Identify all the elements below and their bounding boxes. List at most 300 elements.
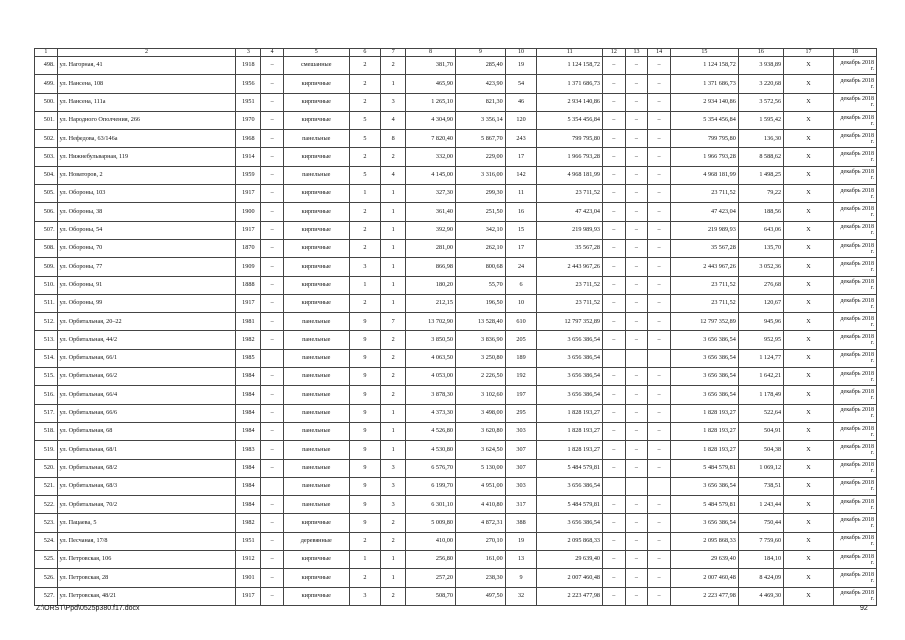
cell-address: ул. Орбитальная, 44/2 xyxy=(57,331,236,349)
cell-address: ул. Обороны, 91 xyxy=(57,276,236,294)
cell-address: ул. Нефедова, 63/146а xyxy=(57,130,236,148)
cell-floors: 2 xyxy=(349,569,381,587)
cell-year-reconstructed: – xyxy=(261,551,284,569)
cell-year-built: 1984 xyxy=(236,422,261,440)
cell-deadline: декабрь 2018 г. xyxy=(833,349,876,367)
cell-year-built: 1968 xyxy=(236,130,261,148)
cell-row-number: 525. xyxy=(35,551,58,569)
cell-residents: 13 xyxy=(505,551,537,569)
cell-cost-budget: – xyxy=(625,276,648,294)
cell-entrances: 3 xyxy=(381,93,406,111)
cell-wall-material: панельные xyxy=(283,331,349,349)
cell-row-number: 518. xyxy=(35,422,58,440)
cell-wall-material: кирпичные xyxy=(283,185,349,203)
cell-wall-material: кирпичные xyxy=(283,294,349,312)
cell-cost-owners: – xyxy=(648,551,671,569)
cell-cost-fund: – xyxy=(603,148,626,166)
cell-entrances: 1 xyxy=(381,203,406,221)
cell-total-cost: 1 371 686,73 xyxy=(537,75,603,93)
cell-cost-fund: – xyxy=(603,569,626,587)
cell-floors: 9 xyxy=(349,331,381,349)
cell-floors: 1 xyxy=(349,276,381,294)
cell-year-reconstructed: – xyxy=(261,75,284,93)
cell-address: ул. Нижнебульварная, 119 xyxy=(57,148,236,166)
cell-cost-per-sqm: 136,30 xyxy=(738,130,783,148)
cell-living-area: 238,30 xyxy=(455,569,505,587)
cell-total-area: 5 009,80 xyxy=(406,514,456,532)
cell-residents: 19 xyxy=(505,57,537,75)
cell-deadline: декабрь 2018 г. xyxy=(833,496,876,514)
cell-row-number: 505. xyxy=(35,185,58,203)
cell-address: ул. Нансена, 108 xyxy=(57,75,236,93)
cell-method: X xyxy=(784,185,834,203)
cell-cost-owners: – xyxy=(648,514,671,532)
table-row xyxy=(35,111,877,129)
cell-address: ул. Народного Ополчения, 266 xyxy=(57,111,236,129)
table-row xyxy=(35,203,877,221)
cell-address: ул. Пацаева, 5 xyxy=(57,514,236,532)
cell-living-area: 4 410,80 xyxy=(455,496,505,514)
cell-year-built: 1981 xyxy=(236,313,261,331)
cell-cost-fund: – xyxy=(603,532,626,550)
table-row xyxy=(35,569,877,587)
cell-entrances: 2 xyxy=(381,331,406,349)
cell-method: X xyxy=(784,57,834,75)
cell-total-cost: 5 354 456,84 xyxy=(537,111,603,129)
column-number-2: 2 xyxy=(57,49,236,57)
cell-living-area: 3 356,14 xyxy=(455,111,505,129)
cell-year-reconstructed: – xyxy=(261,331,284,349)
cell-living-area: 196,50 xyxy=(455,294,505,312)
cell-year-built: 1984 xyxy=(236,368,261,386)
cell-year-built: 1901 xyxy=(236,569,261,587)
cell-deadline: декабрь 2018 г. xyxy=(833,130,876,148)
column-number-9: 9 xyxy=(455,49,505,57)
housing-registry-table xyxy=(34,48,877,606)
cell-cost-budget: – xyxy=(625,459,648,477)
cell-cost-budget: – xyxy=(625,587,648,605)
cell-cost-budget: – xyxy=(625,368,648,386)
table-row xyxy=(35,459,877,477)
cell-year-reconstructed: – xyxy=(261,569,284,587)
cell-cost-other: 3 656 386,54 xyxy=(670,331,738,349)
cell-year-reconstructed: – xyxy=(261,404,284,422)
cell-cost-budget: – xyxy=(625,166,648,184)
cell-cost-owners: – xyxy=(648,148,671,166)
cell-cost-budget: – xyxy=(625,75,648,93)
cell-row-number: 522. xyxy=(35,496,58,514)
cell-year-built: 1900 xyxy=(236,203,261,221)
cell-cost-budget: – xyxy=(625,185,648,203)
cell-living-area: 262,10 xyxy=(455,239,505,257)
cell-total-area: 256,80 xyxy=(406,551,456,569)
cell-entrances: 3 xyxy=(381,477,406,495)
table-row xyxy=(35,148,877,166)
cell-cost-fund: – xyxy=(603,386,626,404)
cell-cost-per-sqm: 738,51 xyxy=(738,477,783,495)
cell-cost-other: 3 656 386,54 xyxy=(670,386,738,404)
cell-method: X xyxy=(784,569,834,587)
cell-wall-material: панельные xyxy=(283,496,349,514)
cell-total-area: 4 530,80 xyxy=(406,441,456,459)
cell-total-cost: 3 656 386,54 xyxy=(537,514,603,532)
cell-wall-material: кирпичные xyxy=(283,551,349,569)
cell-living-area: 4 872,31 xyxy=(455,514,505,532)
cell-cost-fund: – xyxy=(603,57,626,75)
column-number-3: 3 xyxy=(236,49,261,57)
cell-year-built: 1985 xyxy=(236,349,261,367)
cell-floors: 3 xyxy=(349,258,381,276)
cell-year-built: 1870 xyxy=(236,239,261,257)
cell-year-built: 1888 xyxy=(236,276,261,294)
cell-deadline: декабрь 2018 г. xyxy=(833,569,876,587)
cell-cost-fund: – xyxy=(603,111,626,129)
cell-floors: 2 xyxy=(349,148,381,166)
cell-address: ул. Обороны, 54 xyxy=(57,221,236,239)
cell-method: X xyxy=(784,258,834,276)
cell-cost-per-sqm: 1 069,12 xyxy=(738,459,783,477)
cell-cost-owners: – xyxy=(648,404,671,422)
cell-row-number: 500. xyxy=(35,93,58,111)
cell-total-area: 1 265,10 xyxy=(406,93,456,111)
cell-cost-other: 35 567,28 xyxy=(670,239,738,257)
cell-floors: 2 xyxy=(349,93,381,111)
table-row xyxy=(35,313,877,331)
cell-floors: 9 xyxy=(349,313,381,331)
cell-cost-owners: – xyxy=(648,239,671,257)
cell-cost-fund: – xyxy=(603,551,626,569)
table-row xyxy=(35,239,877,257)
cell-year-reconstructed: – xyxy=(261,166,284,184)
cell-cost-owners: – xyxy=(648,569,671,587)
cell-cost-fund: – xyxy=(603,166,626,184)
cell-total-cost: 1 828 193,27 xyxy=(537,404,603,422)
cell-address: ул. Орбитальная, 68/1 xyxy=(57,441,236,459)
cell-address: ул. Обороны, 38 xyxy=(57,203,236,221)
cell-floors: 9 xyxy=(349,477,381,495)
cell-total-area: 13 702,90 xyxy=(406,313,456,331)
cell-year-reconstructed: – xyxy=(261,239,284,257)
cell-row-number: 520. xyxy=(35,459,58,477)
cell-deadline: декабрь 2018 г. xyxy=(833,368,876,386)
cell-year-reconstructed xyxy=(261,477,284,495)
cell-cost-owners: – xyxy=(648,386,671,404)
cell-cost-owners: – xyxy=(648,75,671,93)
cell-year-built: 1984 xyxy=(236,459,261,477)
cell-method: X xyxy=(784,349,834,367)
column-number-18: 18 xyxy=(833,49,876,57)
cell-residents: 243 xyxy=(505,130,537,148)
cell-cost-per-sqm: 1 124,77 xyxy=(738,349,783,367)
cell-cost-per-sqm: 184,10 xyxy=(738,551,783,569)
cell-address: ул. Орбитальная, 66/1 xyxy=(57,349,236,367)
cell-entrances: 2 xyxy=(381,386,406,404)
cell-total-cost: 2 223 477,98 xyxy=(537,587,603,605)
cell-residents: 295 xyxy=(505,404,537,422)
cell-year-built: 1912 xyxy=(236,551,261,569)
cell-residents: 17 xyxy=(505,239,537,257)
cell-floors: 1 xyxy=(349,551,381,569)
cell-year-reconstructed: – xyxy=(261,111,284,129)
cell-year-built: 1984 xyxy=(236,496,261,514)
cell-floors: 2 xyxy=(349,294,381,312)
cell-year-built: 1914 xyxy=(236,148,261,166)
column-number-17: 17 xyxy=(784,49,834,57)
cell-total-cost: 2 095 868,33 xyxy=(537,532,603,550)
cell-cost-per-sqm: 504,38 xyxy=(738,441,783,459)
cell-total-cost: 2 934 140,86 xyxy=(537,93,603,111)
cell-total-area: 361,40 xyxy=(406,203,456,221)
cell-entrances: 2 xyxy=(381,514,406,532)
column-number-7: 7 xyxy=(381,49,406,57)
cell-method: X xyxy=(784,276,834,294)
cell-method: X xyxy=(784,221,834,239)
column-number-13: 13 xyxy=(625,49,648,57)
cell-cost-budget: – xyxy=(625,386,648,404)
cell-entrances: 1 xyxy=(381,551,406,569)
cell-row-number: 512. xyxy=(35,313,58,331)
cell-total-area: 6 199,70 xyxy=(406,477,456,495)
cell-residents: 120 xyxy=(505,111,537,129)
cell-living-area: 251,50 xyxy=(455,203,505,221)
cell-living-area: 13 528,40 xyxy=(455,313,505,331)
cell-cost-fund: – xyxy=(603,441,626,459)
cell-cost-budget: – xyxy=(625,258,648,276)
cell-residents: 303 xyxy=(505,477,537,495)
cell-method: X xyxy=(784,532,834,550)
cell-row-number: 501. xyxy=(35,111,58,129)
cell-row-number: 517. xyxy=(35,404,58,422)
cell-total-cost: 3 656 386,54 xyxy=(537,331,603,349)
cell-wall-material: кирпичные xyxy=(283,569,349,587)
cell-total-area: 180,20 xyxy=(406,276,456,294)
cell-deadline: декабрь 2018 г. xyxy=(833,514,876,532)
cell-total-area: 410,00 xyxy=(406,532,456,550)
cell-cost-fund: – xyxy=(603,276,626,294)
cell-cost-other: 3 656 386,54 xyxy=(670,477,738,495)
cell-entrances: 2 xyxy=(381,587,406,605)
cell-cost-owners: – xyxy=(648,532,671,550)
cell-total-area: 257,20 xyxy=(406,569,456,587)
cell-method: X xyxy=(784,294,834,312)
cell-total-area: 6 576,70 xyxy=(406,459,456,477)
cell-floors: 2 xyxy=(349,203,381,221)
cell-floors: 2 xyxy=(349,239,381,257)
cell-row-number: 523. xyxy=(35,514,58,532)
cell-address: ул. Орбитальная, 66/6 xyxy=(57,404,236,422)
cell-residents: 189 xyxy=(505,349,537,367)
cell-wall-material: панельные xyxy=(283,477,349,495)
cell-cost-fund: – xyxy=(603,404,626,422)
cell-residents: 307 xyxy=(505,459,537,477)
cell-total-area: 3 878,30 xyxy=(406,386,456,404)
cell-total-cost: 29 639,40 xyxy=(537,551,603,569)
cell-row-number: 499. xyxy=(35,75,58,93)
cell-residents: 24 xyxy=(505,258,537,276)
cell-cost-owners: – xyxy=(648,221,671,239)
cell-entrances: 1 xyxy=(381,422,406,440)
cell-cost-budget: – xyxy=(625,294,648,312)
cell-living-area: 821,30 xyxy=(455,93,505,111)
cell-wall-material: кирпичные xyxy=(283,93,349,111)
column-number-10: 10 xyxy=(505,49,537,57)
table-row xyxy=(35,532,877,550)
cell-wall-material: кирпичные xyxy=(283,203,349,221)
cell-total-cost: 23 711,52 xyxy=(537,276,603,294)
table-row xyxy=(35,587,877,605)
cell-cost-per-sqm: 945,96 xyxy=(738,313,783,331)
cell-entrances: 1 xyxy=(381,75,406,93)
cell-cost-budget xyxy=(625,477,648,495)
cell-residents: 17 xyxy=(505,148,537,166)
cell-method: X xyxy=(784,587,834,605)
cell-deadline: декабрь 2018 г. xyxy=(833,75,876,93)
registry-table-container xyxy=(34,48,877,606)
cell-cost-other: 2 443 967,26 xyxy=(670,258,738,276)
cell-floors: 3 xyxy=(349,587,381,605)
cell-method: X xyxy=(784,477,834,495)
cell-cost-per-sqm: 7 759,60 xyxy=(738,532,783,550)
cell-wall-material: панельные xyxy=(283,349,349,367)
table-row xyxy=(35,130,877,148)
cell-living-area: 285,40 xyxy=(455,57,505,75)
cell-entrances: 3 xyxy=(381,496,406,514)
cell-deadline: декабрь 2018 г. xyxy=(833,459,876,477)
cell-deadline: декабрь 2018 г. xyxy=(833,93,876,111)
cell-cost-other: 23 711,52 xyxy=(670,294,738,312)
cell-year-reconstructed: – xyxy=(261,441,284,459)
cell-cost-fund: – xyxy=(603,313,626,331)
cell-year-reconstructed: – xyxy=(261,514,284,532)
cell-year-reconstructed: – xyxy=(261,368,284,386)
cell-total-cost: 3 656 386,54 xyxy=(537,368,603,386)
cell-total-area: 281,00 xyxy=(406,239,456,257)
cell-floors: 9 xyxy=(349,459,381,477)
cell-cost-per-sqm: 3 572,56 xyxy=(738,93,783,111)
cell-residents: 205 xyxy=(505,331,537,349)
cell-year-built: 1982 xyxy=(236,514,261,532)
cell-year-built: 1984 xyxy=(236,404,261,422)
cell-living-area: 55,70 xyxy=(455,276,505,294)
cell-total-area: 508,70 xyxy=(406,587,456,605)
cell-cost-budget: – xyxy=(625,404,648,422)
column-number-header-row xyxy=(35,49,877,57)
cell-cost-per-sqm: 79,22 xyxy=(738,185,783,203)
cell-cost-fund: – xyxy=(603,587,626,605)
cell-year-built: 1956 xyxy=(236,75,261,93)
cell-residents: 610 xyxy=(505,313,537,331)
cell-residents: 11 xyxy=(505,185,537,203)
cell-deadline: декабрь 2018 г. xyxy=(833,477,876,495)
cell-cost-other: 799 795,80 xyxy=(670,130,738,148)
cell-row-number: 509. xyxy=(35,258,58,276)
cell-year-reconstructed: – xyxy=(261,496,284,514)
cell-year-built: 1951 xyxy=(236,532,261,550)
cell-cost-fund: – xyxy=(603,75,626,93)
cell-address: ул. Обороны, 70 xyxy=(57,239,236,257)
cell-total-area: 381,70 xyxy=(406,57,456,75)
cell-method: X xyxy=(784,111,834,129)
cell-cost-other: 23 711,52 xyxy=(670,185,738,203)
cell-cost-fund: – xyxy=(603,294,626,312)
cell-cost-per-sqm: 504,91 xyxy=(738,422,783,440)
cell-row-number: 502. xyxy=(35,130,58,148)
cell-cost-owners: – xyxy=(648,185,671,203)
cell-cost-other: 2 223 477,98 xyxy=(670,587,738,605)
cell-year-reconstructed: – xyxy=(261,148,284,166)
cell-wall-material: кирпичные xyxy=(283,111,349,129)
cell-entrances: 4 xyxy=(381,111,406,129)
cell-address: ул. Петровская, 48/21 xyxy=(57,587,236,605)
cell-cost-other: 2 095 868,33 xyxy=(670,532,738,550)
cell-total-cost: 219 989,93 xyxy=(537,221,603,239)
cell-total-area: 465,90 xyxy=(406,75,456,93)
table-row xyxy=(35,514,877,532)
cell-year-reconstructed: – xyxy=(261,276,284,294)
cell-cost-owners: – xyxy=(648,313,671,331)
column-number-1: 1 xyxy=(35,49,58,57)
cell-wall-material: панельные xyxy=(283,368,349,386)
cell-cost-budget: – xyxy=(625,496,648,514)
cell-year-reconstructed: – xyxy=(261,422,284,440)
cell-total-cost: 2 443 967,26 xyxy=(537,258,603,276)
cell-deadline: декабрь 2018 г. xyxy=(833,441,876,459)
cell-cost-fund: – xyxy=(603,514,626,532)
cell-residents: 142 xyxy=(505,166,537,184)
cell-total-cost: 3 656 386,54 xyxy=(537,349,603,367)
cell-total-area: 4 063,50 xyxy=(406,349,456,367)
cell-cost-other: 12 797 352,89 xyxy=(670,313,738,331)
cell-year-built: 1983 xyxy=(236,441,261,459)
cell-year-reconstructed: – xyxy=(261,130,284,148)
cell-total-area: 7 820,40 xyxy=(406,130,456,148)
table-row xyxy=(35,422,877,440)
column-number-6: 6 xyxy=(349,49,381,57)
cell-cost-per-sqm: 276,68 xyxy=(738,276,783,294)
cell-cost-fund xyxy=(603,349,626,367)
cell-method: X xyxy=(784,93,834,111)
cell-total-cost: 4 968 181,99 xyxy=(537,166,603,184)
table-row xyxy=(35,331,877,349)
cell-living-area: 3 624,50 xyxy=(455,441,505,459)
cell-address: ул. Орбитальная, 68/3 xyxy=(57,477,236,495)
cell-year-built: 1917 xyxy=(236,587,261,605)
cell-living-area: 229,00 xyxy=(455,148,505,166)
cell-year-reconstructed: – xyxy=(261,258,284,276)
cell-row-number: 527. xyxy=(35,587,58,605)
cell-entrances: 2 xyxy=(381,368,406,386)
cell-floors: 2 xyxy=(349,532,381,550)
cell-method: X xyxy=(784,386,834,404)
cell-cost-other: 1 828 193,27 xyxy=(670,422,738,440)
cell-deadline: декабрь 2018 г. xyxy=(833,313,876,331)
cell-deadline: декабрь 2018 г. xyxy=(833,276,876,294)
cell-cost-per-sqm: 8 424,09 xyxy=(738,569,783,587)
cell-cost-owners: – xyxy=(648,276,671,294)
cell-method: X xyxy=(784,368,834,386)
cell-cost-budget: – xyxy=(625,569,648,587)
table-row xyxy=(35,496,877,514)
column-number-12: 12 xyxy=(603,49,626,57)
cell-year-built: 1984 xyxy=(236,477,261,495)
cell-total-cost: 47 423,04 xyxy=(537,203,603,221)
cell-floors: 9 xyxy=(349,404,381,422)
cell-cost-budget: – xyxy=(625,111,648,129)
cell-cost-budget: – xyxy=(625,313,648,331)
cell-address: ул. Песчаная, 17/8 xyxy=(57,532,236,550)
cell-row-number: 515. xyxy=(35,368,58,386)
cell-wall-material: смешанные xyxy=(283,57,349,75)
